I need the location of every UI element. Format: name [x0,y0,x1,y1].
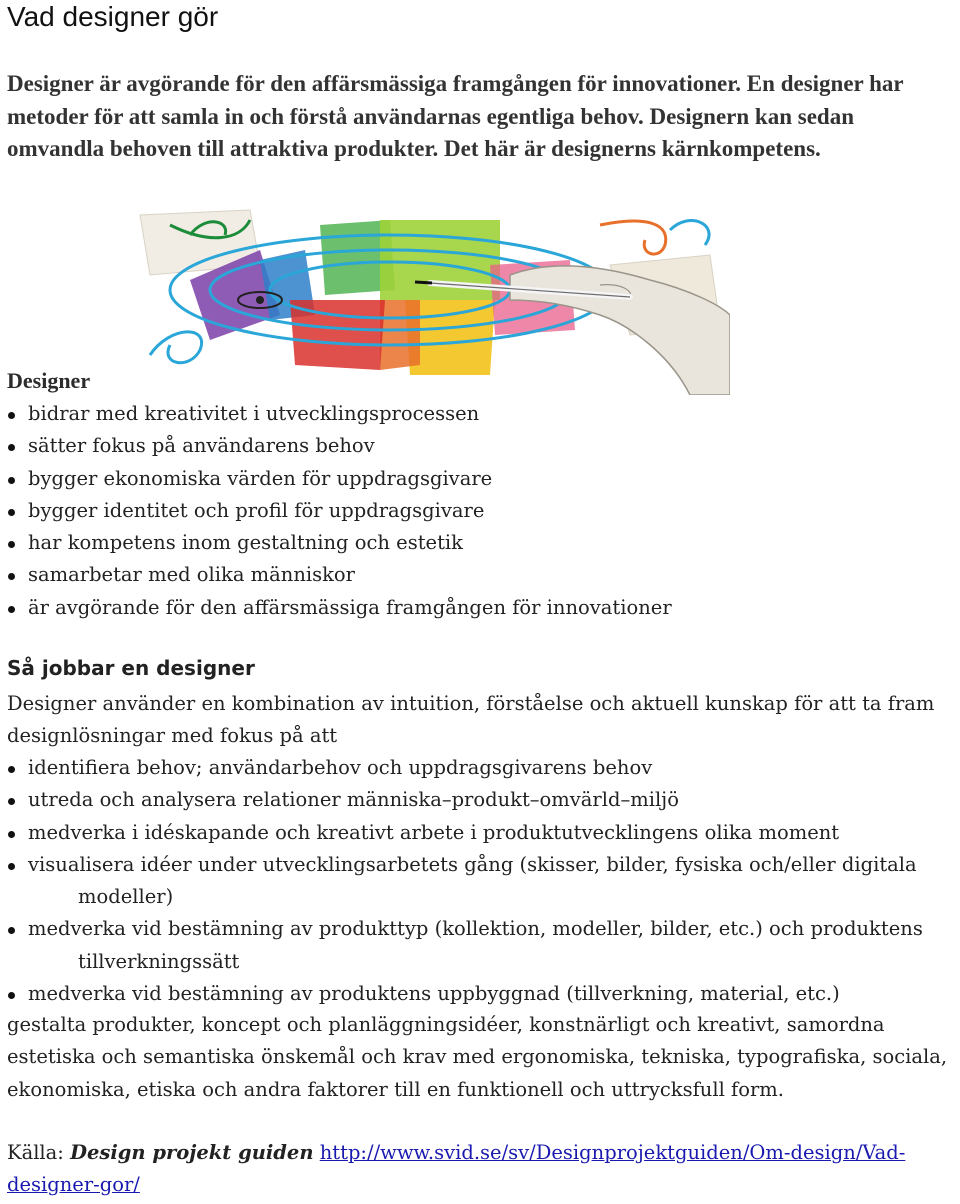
source-label: Källa: [7,1141,64,1164]
bullet-icon [8,412,15,419]
bullet-icon [8,606,15,613]
intro-paragraph: Designer är avgörande för den affärsmässiga framgången för innovationer. En designer har metoder för att samla in och förstå användarnas egentliga behov. Designern kan sedan omvandla behoven till attraktiva produkter. Det här är designerns kärnkompetens. [7,71,904,161]
bullet-icon [8,992,15,999]
list-item-text: medverka vid bestämning av produktens uppbyggnad (tillverkning, material, etc.) [28,982,840,1006]
list-item [0,398,940,430]
source-work-title: Design projekt guiden [70,1141,314,1164]
list-item [0,592,940,624]
list-item-text: samarbetar med olika människor [28,563,355,587]
bullet-icon [8,798,15,805]
work-bullet-list [0,752,955,1010]
bullet-icon [8,477,15,484]
list-item [0,913,955,978]
page-title: Vad designer gör [7,1,219,32]
list-item-continuation: tillverkningssätt [78,949,240,973]
list-item [0,463,940,495]
list-item-text: bygger ekonomiska värden för uppdragsgivare [28,466,493,490]
list-item [0,559,940,591]
list-item-text: bidrar med kreativitet i utvecklingsprocessen [28,402,480,425]
list-item-text: sätter fokus på användarens behov [28,434,375,458]
designer-heading: Designer [7,368,91,393]
list-item-text: identifiera behov; användarbehov och uppdragsgivarens behov [28,756,653,779]
list-item [0,978,955,1010]
list-item-text: har kompetens inom gestaltning och estetik [28,531,463,555]
list-item [0,784,955,816]
list-item [0,430,940,462]
list-item [0,527,940,559]
bullet-icon [8,509,15,516]
list-item-text: bygger identitet och profil för uppdragsgivare [28,498,485,522]
list-item-text: är avgörande för den affärsmässiga framgången för innovationer [28,595,672,619]
list-item [0,495,940,527]
list-item [0,849,955,914]
list-item [0,817,955,849]
design-collage-illustration [130,205,730,395]
work-heading: Så jobbar en designer [7,656,255,680]
list-item-continuation: modeller) [78,885,174,909]
designer-bullet-list [0,398,940,624]
list-item [0,752,955,784]
source-link[interactable]: http://www.svid.se/sv/Designprojektguiden/Om-design/Vad-designer-gor/ [7,1141,906,1196]
bullet-icon [8,927,15,934]
list-item-text: medverka i idéskapande och kreativt arbete i produktutvecklingens olika moment [28,820,840,844]
work-lead-paragraph: Designer använder en kombination av intuition, förståelse och aktuell kunskap för att ta fram designlösningar med fokus på att [7,692,935,748]
source-citation [7,1137,957,1201]
list-item-text: medverka vid bestämning av produkttyp (kollektion, modeller, bilder, etc.) och produktens [28,917,923,941]
list-item-text: visualisera idéer under utvecklingsarbetets gång (skisser, bilder, fysiska och/eller digitala [28,852,917,876]
bullet-icon [8,766,15,773]
bullet-icon [8,831,15,838]
bullet-icon [8,444,15,451]
bullet-icon [8,573,15,580]
bullet-icon [8,863,15,870]
closing-paragraph: gestalta produkter, koncept och planläggningsidéer, konstnärligt och kreativt, samordna estetiska och semantiska önskemål och krav med ergonomiska, tekniska, typografiska, sociala, ekonomiska, etiska och andra faktorer till en funktionell och uttrycksfull form. [7,1013,948,1101]
list-item-text: utreda och analysera relationer människa–produkt–omvärld–miljö [28,788,679,812]
bullet-icon [8,541,15,548]
